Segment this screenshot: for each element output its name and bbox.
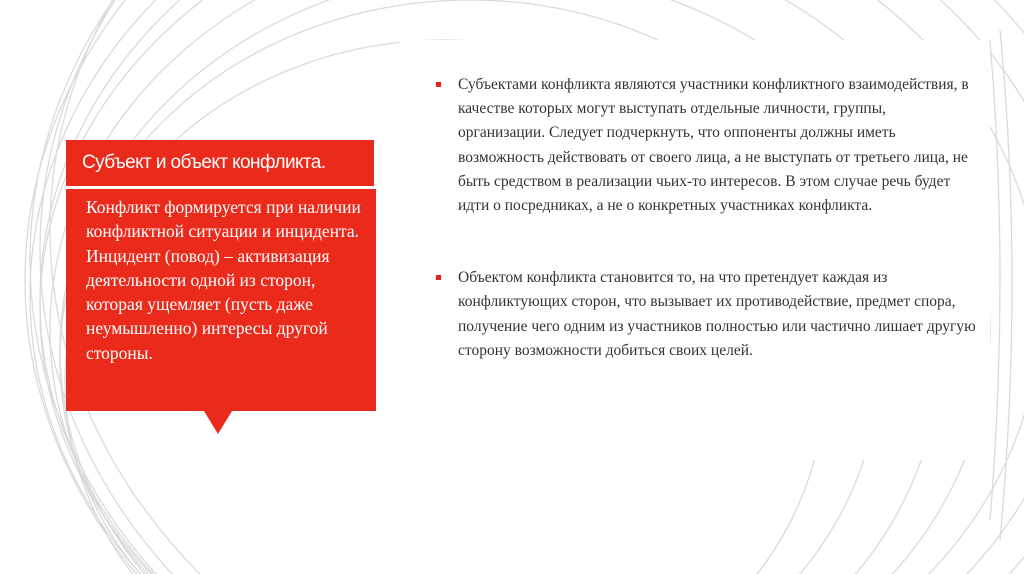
bullet-item-subjects <box>436 73 976 218</box>
bullet-text: Субъектами конфликта являются участники конфликтного взаимодействия, в качестве которых могут выступать отдельные личности, группы, организации. Следует подчеркнуть, что оппоненты должны иметь возможность действовать от своего лица, а не выступать от третьего лица, не быть средством в реализации чьих-то интересов. В этом случае речь будет идти о посредниках, а не о конкретных участниках конфликта. <box>458 76 969 215</box>
square-bullet-icon <box>436 275 441 280</box>
bullet-item-object <box>436 266 976 363</box>
square-bullet-icon <box>436 82 441 87</box>
slide-title: Субъект и объект конфликта. <box>82 152 326 173</box>
bullet-text: Объектом конфликта становится то, на что претендует каждая из конфликтующих сторон, что вызывает их противодействие, предмет спора, получение чего одним из участников полностью или частично лишает другую сторону возможности добиться своих целей. <box>458 269 976 359</box>
definition-box <box>66 189 376 411</box>
callout-pointer-icon <box>204 411 232 434</box>
title-box <box>66 140 374 186</box>
bullet-list <box>436 73 976 363</box>
definition-text: Конфликт формируется при наличии конфликтной ситуации и инцидента. Инцидент (повод) – активизация деятельности одной из сторон, которая ущемляет (пусть даже неумышленно) интересы другой стороны. <box>86 197 361 363</box>
